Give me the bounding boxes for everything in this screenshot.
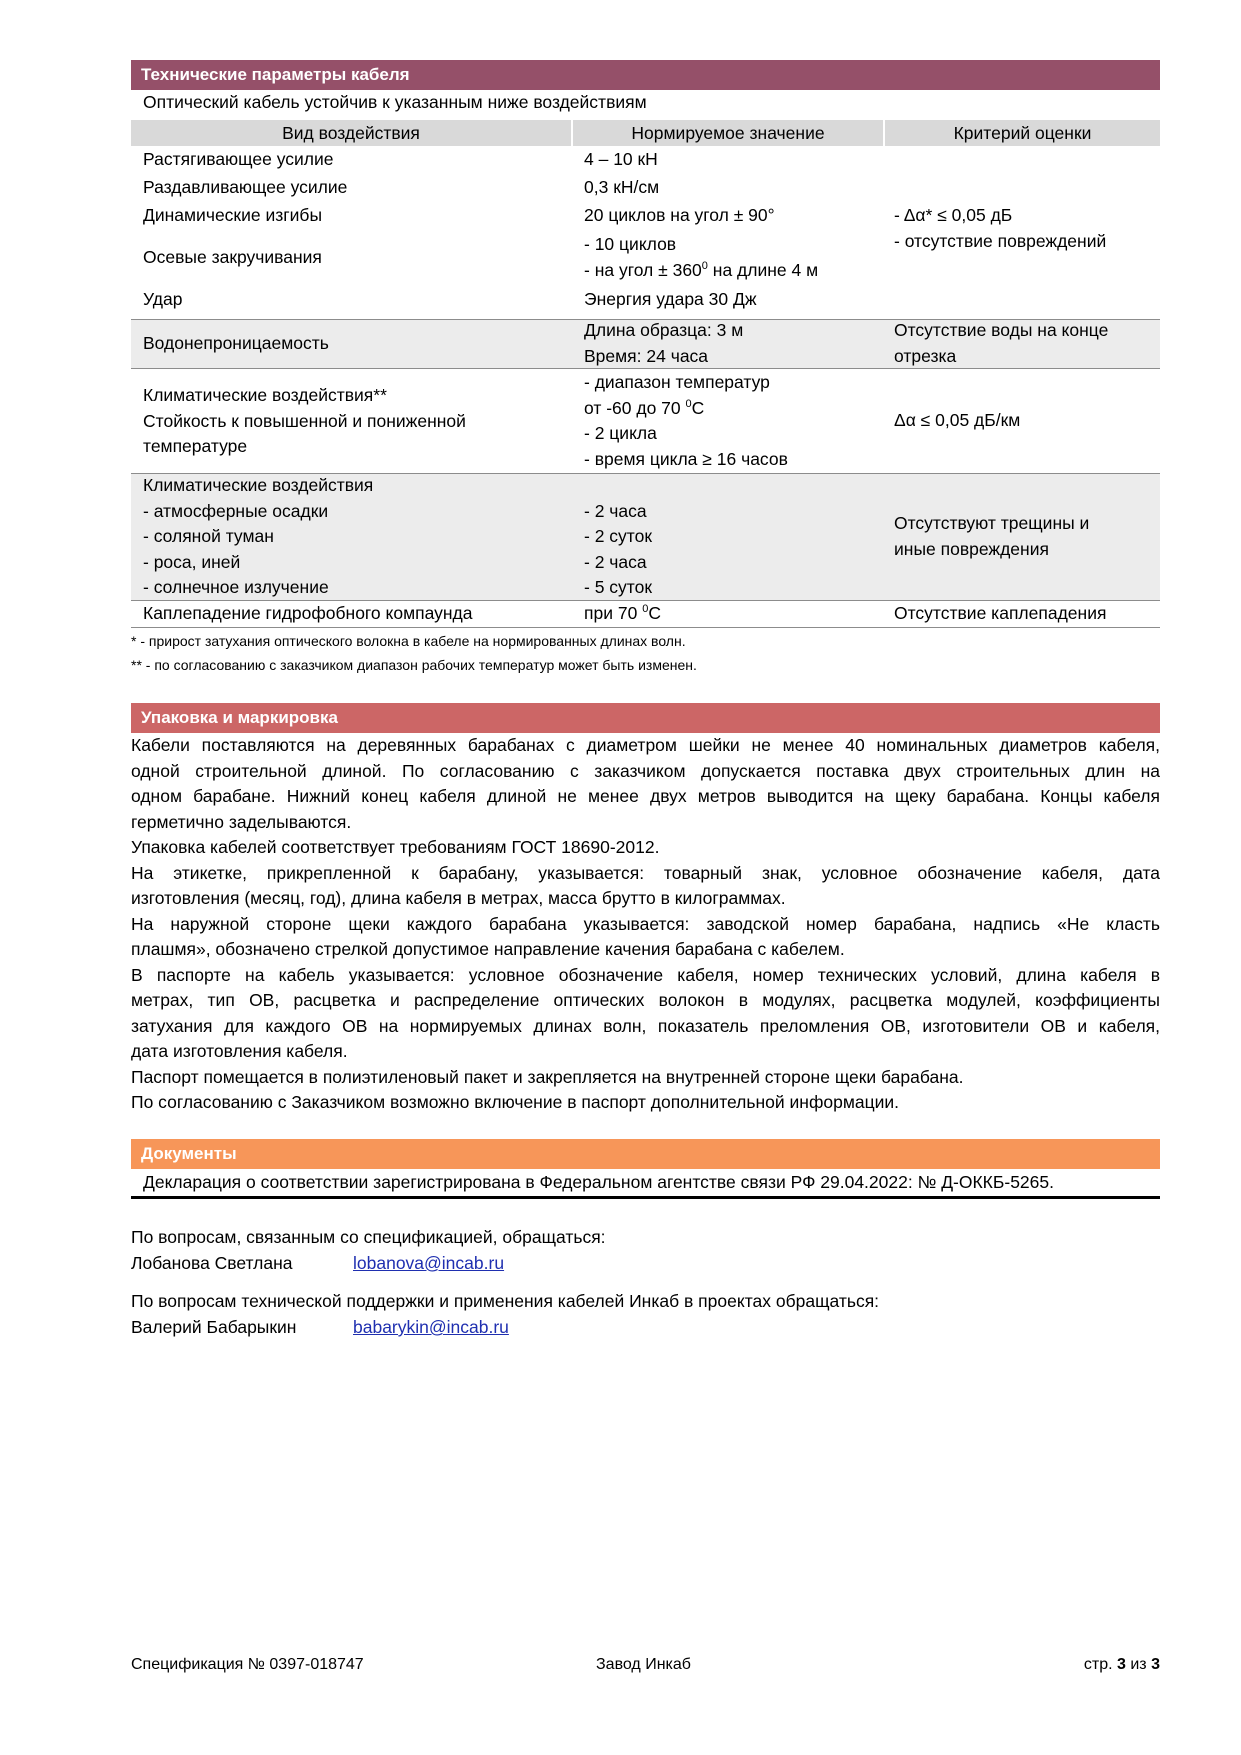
docs-bottom-rule xyxy=(131,1196,1160,1199)
tech-contact xyxy=(131,1315,509,1341)
footnote-attenuation: * - прирост затухания оптического волокна в кабеле на нормированных длинах волн. xyxy=(131,633,686,649)
row-crush-name: Раздавливающее усилие xyxy=(143,177,348,197)
footnote-temperature: ** - по согласованию с заказчиком диапазон рабочих температур может быть изменен. xyxy=(131,657,697,673)
row-tensile-value: 4 – 10 кН xyxy=(584,149,658,169)
row-drip-value: при 70 $^0$С xyxy=(584,603,661,623)
pack-paragraph-5: В паспорте на кабель указывается: условное обозначение кабеля, номер технических условий, длина кабеля в xyxy=(131,964,1160,985)
row-drip-name: Каплепадение гидрофобного компаунда xyxy=(143,603,473,623)
tech-contact-question: По вопросам технической поддержки и применения кабелей Инкаб в проектах обращаться: xyxy=(131,1291,880,1311)
column-header-norm-value: Нормируемое значение xyxy=(573,120,883,146)
pack-paragraph-6: Паспорт помещается в полиэтиленовый пакет и закрепляется на внутренней стороне щеки барабана. xyxy=(131,1066,964,1087)
row-water-name: Водонепроницаемость xyxy=(143,333,329,353)
row-water-criteria: Отсутствие воды на конце отрезка xyxy=(894,320,1109,366)
spec-contact xyxy=(131,1251,504,1277)
row-impact-name: Удар xyxy=(143,289,183,309)
pack-paragraph-1: Кабели поставляются на деревянных барабанах с диаметром шейки не менее 40 номинальных диаметров кабеля, одной строительной длиной. По согласованию с заказчиком допускается поставка двух строительных длин на одном барабане. Нижний конец кабеля длиной не менее двух метров выводится на щеку барабана. Концы кабеля герметично заделываются. Упаковка кабелей соответствует требованиям ГОСТ 18690-2012. На этикетке, прикрепленной к барабану, указывается: товарный знак, условное обозначение кабеля, дата изготовления (месяц, год), длина кабеля в метрах, масса брутто в килограммах. На наружной стороне щеки каждого барабана указывается: заводской номер барабана, надпись «Не класть плашмя», обозначено стрелкой допустимое направление качения барабана с кабелем. В паспорте на кабель указывается: условное обозначение кабеля, номер технических условий, длина кабеля в метрах, тип ОВ, расцветка и распределение оптических волокон в модулях, расцветка модулей, коэффициенты затухания для каждого ОВ на нормируемых длинах волн, показатель преломления ОВ, изготовители ОВ и кабеля, дата изготовления кабеля. Паспорт помещается в полиэтиленовый пакет и закрепляется на внутренней стороне щеки барабана. По согласованию с Заказчиком возможно включение в паспорт дополнительной информации. xyxy=(131,733,1160,1116)
column-header-impact-type: Вид воздействия xyxy=(131,120,571,146)
row-water-value: Длина образца: 3 м Время: 24 часа xyxy=(584,320,744,366)
pack-section-header: Упаковка и маркировка xyxy=(131,703,1160,733)
row-bend-value: 20 циклов на угол ± 90° xyxy=(584,205,775,225)
row-twist-name: Осевые закручивания xyxy=(143,247,322,267)
twist-value-line: - 10 циклов xyxy=(584,234,677,254)
mech-criteria: - Δα* ≤ 0,05 дБ - отсутствие повреждений xyxy=(894,205,1107,251)
table-bottom-rule xyxy=(131,627,1160,628)
tech-contact-name: Валерий Бабарыкин xyxy=(131,1317,297,1337)
row-drip-criteria: Отсутствие каплепадения xyxy=(894,603,1107,623)
tech-intro: Оптический кабель устойчив к указанным ниже воздействиям xyxy=(143,92,647,112)
row-climate2-criteria: Отсутствуют трещины и иные повреждения xyxy=(894,513,1090,559)
tech-contact-email-link[interactable]: babarykin@incab.ru xyxy=(353,1317,509,1337)
row-twist-value xyxy=(584,232,818,283)
row-crush-value: 0,3 кН/см xyxy=(584,177,660,197)
twist-value-line: - на угол ± $360^0$ на длине 4 м xyxy=(584,259,819,280)
row-climate1-criteria: Δα ≤ 0,05 дБ/км xyxy=(894,410,1021,430)
tech-section-header: Технические параметры кабеля xyxy=(131,60,1160,90)
pack-paragraph-3: На этикетке, прикрепленной к барабану, указывается: товарный знак, условное обозначение кабеля, дата xyxy=(131,862,1160,883)
pack-paragraph-7: По согласованию с Заказчиком возможно включение в паспорт дополнительной информации. xyxy=(131,1092,900,1112)
footer-page-number: стр. 3 из 3 xyxy=(1083,1656,1160,1673)
footer-spec-number: Спецификация № 0397-018747 xyxy=(131,1656,364,1673)
row-climate1-value: - диапазон температур от -60 до 70 $^0$С - 2 цикла - время цикла ≥ 16 часов xyxy=(584,372,788,469)
row-climate2-value: - 2 часа - 2 суток - 2 часа - 5 суток xyxy=(584,500,652,597)
spec-contact-email-link[interactable]: lobanova@incab.ru xyxy=(353,1253,505,1273)
row-climate1-name: Климатические воздействия** Стойкость к повышенной и пониженной температуре xyxy=(143,385,466,456)
pack-paragraph-4: На наружной стороне щеки каждого барабана указывается: заводской номер барабана, надпись «Не класть xyxy=(131,913,1160,934)
spec-contact-name: Лобанова Светлана xyxy=(131,1253,293,1273)
docs-section-header: Документы xyxy=(131,1139,1160,1169)
column-header-criteria: Критерий оценки xyxy=(885,120,1160,146)
row-impact-value: Энергия удара 30 Дж xyxy=(584,289,757,309)
spec-contact-question: По вопросам, связанным со спецификацией, обращаться: xyxy=(131,1227,606,1247)
row-bend-name: Динамические изгибы xyxy=(143,205,323,225)
footer-plant: Завод Инкаб xyxy=(596,1656,691,1673)
declaration-text: Декларация о соответствии зарегистрирована в Федеральном агентстве связи РФ 29.04.2022: № Д-ОККБ-5265. xyxy=(143,1172,1054,1192)
row-climate2-name: Климатические воздействия - атмосферные осадки - соляной туман - роса, иней - солнечное излучение xyxy=(143,475,374,597)
row-tensile-name: Растягивающее усилие xyxy=(143,149,334,169)
pack-paragraph-2: Упаковка кабелей соответствует требованиям ГОСТ 18690-2012. xyxy=(131,837,660,857)
